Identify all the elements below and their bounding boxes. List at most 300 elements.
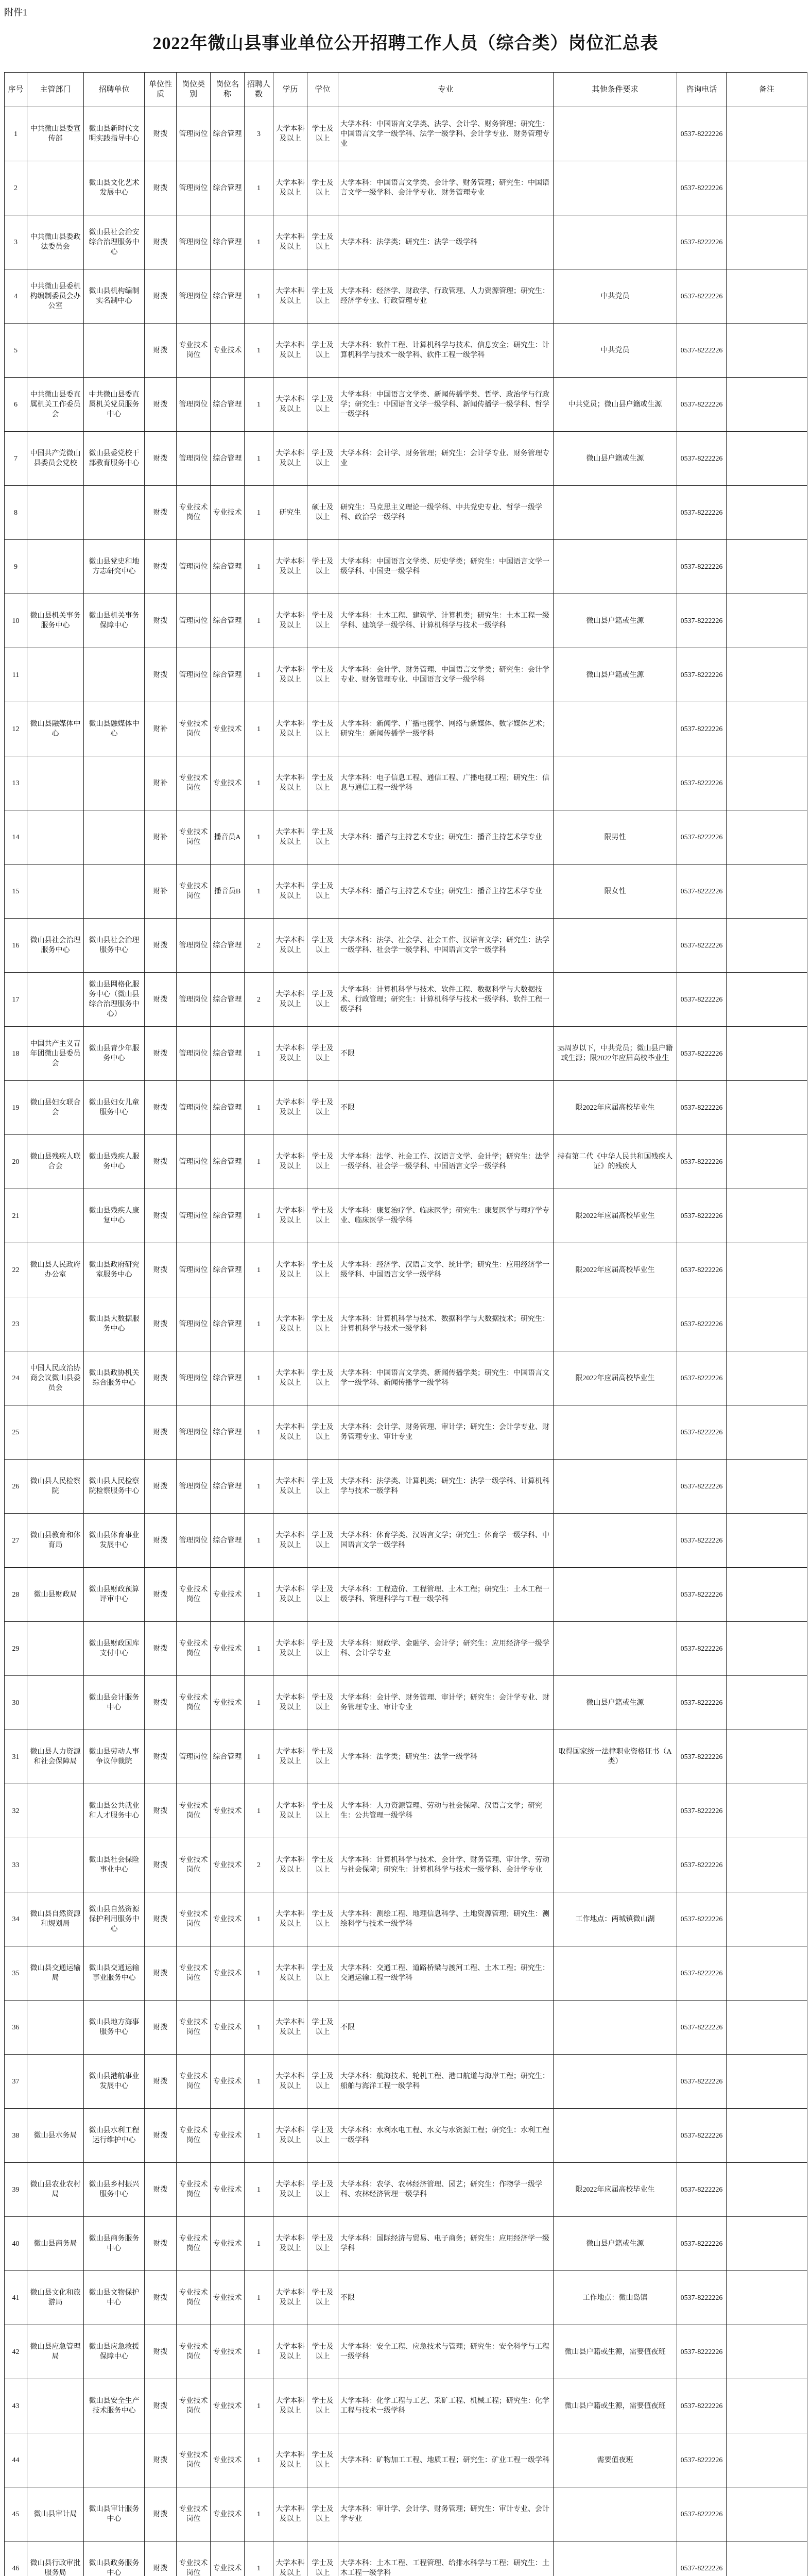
cell-post: 综合管理 bbox=[211, 1243, 245, 1297]
cell-dept bbox=[27, 810, 84, 865]
cell-nature: 财拨 bbox=[145, 2487, 177, 2541]
cell-degree: 学士及以上 bbox=[307, 1460, 338, 1514]
cell-education: 大学本科及以上 bbox=[273, 107, 307, 161]
cell-major: 大学本科：电子信息工程、通信工程、广播电视工程；研究生：信息与通信工程一级学科 bbox=[338, 756, 554, 810]
cell-nature: 财拨 bbox=[145, 973, 177, 1027]
cell-other: 需要值夜班 bbox=[554, 2433, 677, 2487]
cell-dept: 中共微山县委直属机关工作委员会 bbox=[27, 378, 84, 432]
cell-no: 39 bbox=[5, 2163, 27, 2217]
cell-nature: 财拨 bbox=[145, 2217, 177, 2271]
cell-education: 大学本科及以上 bbox=[273, 919, 307, 973]
table-row bbox=[5, 1027, 807, 1081]
cell-post: 专业技术 bbox=[211, 2487, 245, 2541]
table-row bbox=[5, 107, 807, 161]
cell-count: 1 bbox=[245, 756, 273, 810]
cell-category: 管理岗位 bbox=[177, 161, 211, 215]
table-row bbox=[5, 161, 807, 215]
cell-nature: 财拨 bbox=[145, 2433, 177, 2487]
cell-note bbox=[727, 161, 807, 215]
cell-major: 大学本科：财政学、金融学、会计学；研究生：应用经济学一级学科、会计学专业 bbox=[338, 1622, 554, 1676]
cell-degree: 学士及以上 bbox=[307, 1622, 338, 1676]
cell-education: 大学本科及以上 bbox=[273, 1838, 307, 1892]
cell-unit: 微山县党史和地方志研究中心 bbox=[84, 540, 145, 594]
table-body bbox=[5, 107, 807, 2576]
cell-education: 大学本科及以上 bbox=[273, 1784, 307, 1838]
cell-unit: 微山县公共就业和人才服务中心 bbox=[84, 1784, 145, 1838]
cell-post: 专业技术 bbox=[211, 324, 245, 378]
cell-phone: 0537-8222226 bbox=[677, 2271, 727, 2325]
cell-phone: 0537-8222226 bbox=[677, 973, 727, 1027]
cell-category: 管理岗位 bbox=[177, 1405, 211, 1460]
cell-dept bbox=[27, 1405, 84, 1460]
table-row bbox=[5, 702, 807, 756]
recruitment-table-container bbox=[4, 72, 807, 2576]
cell-no: 4 bbox=[5, 269, 27, 324]
cell-note bbox=[727, 1676, 807, 1730]
cell-other: 工作地点：两城镇微山湖 bbox=[554, 1892, 677, 1946]
cell-post: 专业技术 bbox=[211, 2163, 245, 2217]
col-header-other: 其他条件要求 bbox=[554, 73, 677, 107]
cell-major: 大学本科：计算机科学与技术、会计学、财务管理、审计学、劳动与社会保障；研究生：计算机科学与技术一级学科、会计学专业 bbox=[338, 1838, 554, 1892]
cell-count: 1 bbox=[245, 1946, 273, 2001]
cell-note bbox=[727, 1081, 807, 1135]
cell-nature: 财拨 bbox=[145, 2541, 177, 2576]
cell-degree: 学士及以上 bbox=[307, 2109, 338, 2163]
cell-major: 研究生：马克思主义理论一级学科、中共党史专业、哲学一级学科、政治学一级学科 bbox=[338, 486, 554, 540]
cell-unit: 微山县社会治理服务中心 bbox=[84, 919, 145, 973]
cell-unit bbox=[84, 2433, 145, 2487]
attachment-label: 附件1 bbox=[4, 7, 27, 18]
cell-post: 专业技术 bbox=[211, 1622, 245, 1676]
cell-phone: 0537-8222226 bbox=[677, 1135, 727, 1189]
cell-category: 专业技术岗位 bbox=[177, 2379, 211, 2433]
cell-other bbox=[554, 1622, 677, 1676]
cell-category: 专业技术岗位 bbox=[177, 810, 211, 865]
cell-education: 大学本科及以上 bbox=[273, 1730, 307, 1784]
cell-no: 37 bbox=[5, 2055, 27, 2109]
cell-no: 9 bbox=[5, 540, 27, 594]
cell-post: 专业技术 bbox=[211, 2217, 245, 2271]
cell-degree: 学士及以上 bbox=[307, 1189, 338, 1243]
cell-other: 微山县户籍或生源 bbox=[554, 2217, 677, 2271]
cell-degree: 学士及以上 bbox=[307, 269, 338, 324]
cell-major: 大学本科：人力资源管理、劳动与社会保障、汉语言文学；研究生：公共管理一级学科 bbox=[338, 1784, 554, 1838]
cell-phone: 0537-8222226 bbox=[677, 378, 727, 432]
cell-count: 1 bbox=[245, 2001, 273, 2055]
table-row bbox=[5, 810, 807, 865]
cell-education: 大学本科及以上 bbox=[273, 1892, 307, 1946]
cell-degree: 学士及以上 bbox=[307, 378, 338, 432]
cell-other: 限2022年应届高校毕业生 bbox=[554, 1189, 677, 1243]
cell-degree: 学士及以上 bbox=[307, 2163, 338, 2217]
cell-major: 大学本科：中国语言文学类、新闻传播学类；研究生：中国语言文学一级学科、新闻传播学一级学科 bbox=[338, 1351, 554, 1405]
cell-count: 1 bbox=[245, 1676, 273, 1730]
cell-count: 1 bbox=[245, 1405, 273, 1460]
cell-nature: 财拨 bbox=[145, 1460, 177, 1514]
table-row bbox=[5, 648, 807, 702]
cell-unit: 微山县委党校干部教育服务中心 bbox=[84, 432, 145, 486]
cell-other bbox=[554, 215, 677, 269]
cell-post: 综合管理 bbox=[211, 161, 245, 215]
table-row bbox=[5, 1514, 807, 1568]
cell-category: 管理岗位 bbox=[177, 215, 211, 269]
cell-post: 综合管理 bbox=[211, 919, 245, 973]
cell-phone: 0537-8222226 bbox=[677, 269, 727, 324]
cell-other: 限2022年应届高校毕业生 bbox=[554, 1081, 677, 1135]
cell-degree: 学士及以上 bbox=[307, 1892, 338, 1946]
cell-other: 微山县户籍或生源 bbox=[554, 594, 677, 648]
cell-unit: 微山县政府研究室服务中心 bbox=[84, 1243, 145, 1297]
cell-no: 1 bbox=[5, 107, 27, 161]
cell-post: 专业技术 bbox=[211, 2541, 245, 2576]
cell-unit: 微山县融媒体中心 bbox=[84, 702, 145, 756]
cell-post: 综合管理 bbox=[211, 973, 245, 1027]
cell-post: 综合管理 bbox=[211, 1027, 245, 1081]
cell-category: 专业技术岗位 bbox=[177, 865, 211, 919]
cell-degree: 学士及以上 bbox=[307, 973, 338, 1027]
cell-other bbox=[554, 540, 677, 594]
cell-education: 大学本科及以上 bbox=[273, 594, 307, 648]
cell-major: 大学本科：播音与主持艺术专业；研究生：播音主持艺术学专业 bbox=[338, 810, 554, 865]
cell-degree: 学士及以上 bbox=[307, 2379, 338, 2433]
cell-category: 专业技术岗位 bbox=[177, 2325, 211, 2379]
cell-other: 工作地点：微山岛镇 bbox=[554, 2271, 677, 2325]
cell-degree: 学士及以上 bbox=[307, 1081, 338, 1135]
cell-unit: 微山县新时代文明实践指导中心 bbox=[84, 107, 145, 161]
cell-major: 大学本科：体育学类、汉语言文学；研究生：体育学一级学科、中国语言文学一级学科 bbox=[338, 1514, 554, 1568]
cell-major: 大学本科：播音与主持艺术专业；研究生：播音主持艺术学专业 bbox=[338, 865, 554, 919]
cell-nature: 财拨 bbox=[145, 2001, 177, 2055]
cell-dept bbox=[27, 1189, 84, 1243]
cell-education: 大学本科及以上 bbox=[273, 2325, 307, 2379]
cell-no: 25 bbox=[5, 1405, 27, 1460]
cell-dept: 中国共产党微山县委员会党校 bbox=[27, 432, 84, 486]
cell-dept: 微山县残疾人联合会 bbox=[27, 1135, 84, 1189]
cell-category: 专业技术岗位 bbox=[177, 1838, 211, 1892]
cell-post: 专业技术 bbox=[211, 702, 245, 756]
cell-education: 大学本科及以上 bbox=[273, 702, 307, 756]
cell-category: 专业技术岗位 bbox=[177, 2433, 211, 2487]
cell-post: 专业技术 bbox=[211, 1838, 245, 1892]
cell-nature: 财拨 bbox=[145, 919, 177, 973]
table-row bbox=[5, 1460, 807, 1514]
cell-no: 24 bbox=[5, 1351, 27, 1405]
cell-other bbox=[554, 1838, 677, 1892]
cell-note bbox=[727, 107, 807, 161]
cell-count: 1 bbox=[245, 2541, 273, 2576]
cell-other: 取得国家统一法律职业资格证书（A类） bbox=[554, 1730, 677, 1784]
cell-category: 管理岗位 bbox=[177, 1730, 211, 1784]
cell-post: 专业技术 bbox=[211, 2325, 245, 2379]
cell-nature: 财拨 bbox=[145, 1405, 177, 1460]
table-row bbox=[5, 2217, 807, 2271]
cell-education: 大学本科及以上 bbox=[273, 756, 307, 810]
cell-category: 管理岗位 bbox=[177, 269, 211, 324]
cell-education: 大学本科及以上 bbox=[273, 2055, 307, 2109]
table-row bbox=[5, 1351, 807, 1405]
cell-note bbox=[727, 1297, 807, 1351]
cell-major: 大学本科：交通工程、道路桥梁与渡河工程、土木工程；研究生：交通运输工程一级学科 bbox=[338, 1946, 554, 2001]
cell-major: 大学本科：软件工程、计算机科学与技术、信息安全；研究生：计算机科学与技术一级学科、软件工程一级学科 bbox=[338, 324, 554, 378]
table-row bbox=[5, 324, 807, 378]
cell-other: 微山县户籍或生源，需要值夜班 bbox=[554, 2325, 677, 2379]
cell-phone: 0537-8222226 bbox=[677, 1081, 727, 1135]
cell-unit: 微山县社会治安综合治理服务中心 bbox=[84, 215, 145, 269]
cell-category: 管理岗位 bbox=[177, 1081, 211, 1135]
cell-degree: 学士及以上 bbox=[307, 594, 338, 648]
table-row bbox=[5, 2271, 807, 2325]
cell-count: 1 bbox=[245, 1784, 273, 1838]
cell-category: 管理岗位 bbox=[177, 1460, 211, 1514]
cell-nature: 财拨 bbox=[145, 1081, 177, 1135]
cell-nature: 财拨 bbox=[145, 2379, 177, 2433]
cell-count: 1 bbox=[245, 161, 273, 215]
col-header-no: 序号 bbox=[5, 73, 27, 107]
cell-phone: 0537-8222226 bbox=[677, 1514, 727, 1568]
cell-phone: 0537-8222226 bbox=[677, 2055, 727, 2109]
cell-nature: 财拨 bbox=[145, 1676, 177, 1730]
cell-unit: 微山县财政预算评审中心 bbox=[84, 1568, 145, 1622]
cell-note bbox=[727, 2163, 807, 2217]
cell-category: 专业技术岗位 bbox=[177, 1622, 211, 1676]
cell-degree: 学士及以上 bbox=[307, 1676, 338, 1730]
cell-education: 大学本科及以上 bbox=[273, 215, 307, 269]
cell-dept bbox=[27, 1622, 84, 1676]
cell-nature: 财拨 bbox=[145, 1297, 177, 1351]
cell-education: 研究生 bbox=[273, 486, 307, 540]
cell-no: 26 bbox=[5, 1460, 27, 1514]
cell-other bbox=[554, 1460, 677, 1514]
cell-post: 综合管理 bbox=[211, 215, 245, 269]
cell-unit: 微山县交通运输事业服务中心 bbox=[84, 1946, 145, 2001]
cell-other bbox=[554, 1784, 677, 1838]
cell-degree: 学士及以上 bbox=[307, 1351, 338, 1405]
cell-no: 21 bbox=[5, 1189, 27, 1243]
cell-other bbox=[554, 1405, 677, 1460]
cell-education: 大学本科及以上 bbox=[273, 1946, 307, 2001]
cell-category: 专业技术岗位 bbox=[177, 2217, 211, 2271]
cell-degree: 学士及以上 bbox=[307, 810, 338, 865]
cell-count: 1 bbox=[245, 1189, 273, 1243]
cell-category: 专业技术岗位 bbox=[177, 2271, 211, 2325]
cell-phone: 0537-8222226 bbox=[677, 1351, 727, 1405]
cell-unit bbox=[84, 486, 145, 540]
table-row bbox=[5, 756, 807, 810]
cell-unit: 微山县妇女儿童服务中心 bbox=[84, 1081, 145, 1135]
cell-major: 大学本科：安全工程、应急技术与管理；研究生：安全科学与工程一级学科 bbox=[338, 2325, 554, 2379]
cell-education: 大学本科及以上 bbox=[273, 2487, 307, 2541]
cell-major: 大学本科：矿物加工工程、地质工程；研究生：矿业工程一级学科 bbox=[338, 2433, 554, 2487]
cell-education: 大学本科及以上 bbox=[273, 1622, 307, 1676]
cell-count: 2 bbox=[245, 973, 273, 1027]
cell-education: 大学本科及以上 bbox=[273, 1351, 307, 1405]
table-row bbox=[5, 215, 807, 269]
col-header-phone: 咨询电话 bbox=[677, 73, 727, 107]
cell-unit: 微山县水利工程运行维护中心 bbox=[84, 2109, 145, 2163]
cell-post: 专业技术 bbox=[211, 2379, 245, 2433]
cell-dept bbox=[27, 1838, 84, 1892]
cell-category: 管理岗位 bbox=[177, 919, 211, 973]
cell-unit: 微山县地方海事服务中心 bbox=[84, 2001, 145, 2055]
cell-category: 专业技术岗位 bbox=[177, 324, 211, 378]
cell-phone: 0537-8222226 bbox=[677, 1622, 727, 1676]
cell-degree: 学士及以上 bbox=[307, 1784, 338, 1838]
cell-count: 1 bbox=[245, 2217, 273, 2271]
cell-major: 大学本科：会计学、财务管理；研究生：会计学专业、财务管理专业 bbox=[338, 432, 554, 486]
cell-category: 专业技术岗位 bbox=[177, 2001, 211, 2055]
cell-note bbox=[727, 1568, 807, 1622]
cell-note bbox=[727, 486, 807, 540]
cell-other: 限女性 bbox=[554, 865, 677, 919]
cell-note bbox=[727, 2325, 807, 2379]
cell-count: 1 bbox=[245, 594, 273, 648]
cell-post: 综合管理 bbox=[211, 1189, 245, 1243]
cell-note bbox=[727, 2379, 807, 2433]
cell-dept: 微山县行政审批服务局 bbox=[27, 2541, 84, 2576]
table-row bbox=[5, 1676, 807, 1730]
cell-nature: 财拨 bbox=[145, 486, 177, 540]
table-row bbox=[5, 378, 807, 432]
cell-nature: 财拨 bbox=[145, 269, 177, 324]
cell-dept: 微山县水务局 bbox=[27, 2109, 84, 2163]
cell-nature: 财拨 bbox=[145, 1892, 177, 1946]
cell-education: 大学本科及以上 bbox=[273, 810, 307, 865]
cell-other: 微山县户籍或生源，需要值夜班 bbox=[554, 2379, 677, 2433]
cell-count: 1 bbox=[245, 2379, 273, 2433]
cell-major: 不限 bbox=[338, 2001, 554, 2055]
cell-post: 专业技术 bbox=[211, 1946, 245, 2001]
cell-major: 大学本科：航海技术、轮机工程、港口航道与海岸工程；研究生：船舶与海洋工程一级学科 bbox=[338, 2055, 554, 2109]
cell-category: 管理岗位 bbox=[177, 1514, 211, 1568]
cell-other: 持有第二代《中华人民共和国残疾人证》的残疾人 bbox=[554, 1135, 677, 1189]
cell-major: 大学本科：水利水电工程、水文与水资源工程；研究生：水利工程一级学科 bbox=[338, 2109, 554, 2163]
cell-nature: 财拨 bbox=[145, 1135, 177, 1189]
table-row bbox=[5, 1946, 807, 2001]
col-header-degree: 学位 bbox=[307, 73, 338, 107]
cell-no: 8 bbox=[5, 486, 27, 540]
cell-unit: 微山县劳动人事争议仲裁院 bbox=[84, 1730, 145, 1784]
cell-dept: 微山县审计局 bbox=[27, 2487, 84, 2541]
table-row bbox=[5, 1135, 807, 1189]
cell-note bbox=[727, 1730, 807, 1784]
cell-no: 43 bbox=[5, 2379, 27, 2433]
cell-category: 专业技术岗位 bbox=[177, 702, 211, 756]
cell-major: 大学本科：法学、社会工作、汉语言文学、会计学；研究生：法学一级学科、社会学一级学科、中国语言文学一级学科 bbox=[338, 1135, 554, 1189]
cell-education: 大学本科及以上 bbox=[273, 2271, 307, 2325]
cell-unit: 微山县体育事业发展中心 bbox=[84, 1514, 145, 1568]
cell-phone: 0537-8222226 bbox=[677, 810, 727, 865]
recruitment-table bbox=[4, 72, 807, 2576]
cell-count: 1 bbox=[245, 702, 273, 756]
cell-post: 综合管理 bbox=[211, 1351, 245, 1405]
cell-education: 大学本科及以上 bbox=[273, 1676, 307, 1730]
cell-post: 专业技术 bbox=[211, 1784, 245, 1838]
cell-note bbox=[727, 1460, 807, 1514]
cell-other bbox=[554, 161, 677, 215]
cell-category: 管理岗位 bbox=[177, 1297, 211, 1351]
cell-no: 7 bbox=[5, 432, 27, 486]
cell-dept: 微山县社会治理服务中心 bbox=[27, 919, 84, 973]
cell-count: 2 bbox=[245, 919, 273, 973]
cell-count: 1 bbox=[245, 2163, 273, 2217]
cell-note bbox=[727, 2217, 807, 2271]
cell-category: 管理岗位 bbox=[177, 648, 211, 702]
cell-major: 大学本科：工程造价、工程管理、土木工程；研究生：土木工程一级学科、管理科学与工程一级学科 bbox=[338, 1568, 554, 1622]
cell-nature: 财拨 bbox=[145, 2055, 177, 2109]
cell-count: 1 bbox=[245, 810, 273, 865]
cell-post: 专业技术 bbox=[211, 1892, 245, 1946]
cell-note bbox=[727, 1135, 807, 1189]
cell-no: 33 bbox=[5, 1838, 27, 1892]
cell-no: 41 bbox=[5, 2271, 27, 2325]
cell-education: 大学本科及以上 bbox=[273, 2217, 307, 2271]
cell-phone: 0537-8222226 bbox=[677, 540, 727, 594]
cell-unit bbox=[84, 865, 145, 919]
cell-other: 限2022年应届高校毕业生 bbox=[554, 1243, 677, 1297]
cell-no: 35 bbox=[5, 1946, 27, 2001]
cell-dept bbox=[27, 2433, 84, 2487]
cell-major: 不限 bbox=[338, 2271, 554, 2325]
cell-count: 1 bbox=[245, 2325, 273, 2379]
cell-no: 2 bbox=[5, 161, 27, 215]
cell-no: 44 bbox=[5, 2433, 27, 2487]
cell-degree: 学士及以上 bbox=[307, 1243, 338, 1297]
cell-dept: 微山县人民检察院 bbox=[27, 1460, 84, 1514]
cell-post: 播音员A bbox=[211, 810, 245, 865]
cell-phone: 0537-8222226 bbox=[677, 919, 727, 973]
cell-dept bbox=[27, 973, 84, 1027]
cell-no: 28 bbox=[5, 1568, 27, 1622]
cell-education: 大学本科及以上 bbox=[273, 865, 307, 919]
cell-dept: 微山县交通运输局 bbox=[27, 1946, 84, 2001]
cell-degree: 学士及以上 bbox=[307, 702, 338, 756]
cell-no: 30 bbox=[5, 1676, 27, 1730]
cell-major: 大学本科：测绘工程、地理信息科学、土地资源管理；研究生：测绘科学与技术一级学科 bbox=[338, 1892, 554, 1946]
cell-major: 大学本科：土木工程、工程管理、给排水科学与工程；研究生：土木工程一级学科 bbox=[338, 2541, 554, 2576]
cell-no: 5 bbox=[5, 324, 27, 378]
cell-dept: 微山县人民政府办公室 bbox=[27, 1243, 84, 1297]
cell-note bbox=[727, 269, 807, 324]
cell-phone: 0537-8222226 bbox=[677, 432, 727, 486]
cell-major: 不限 bbox=[338, 1027, 554, 1081]
cell-major: 大学本科：会计学、财务管理、审计学；研究生：会计学专业、财务管理专业、审计专业 bbox=[338, 1405, 554, 1460]
cell-phone: 0537-8222226 bbox=[677, 1568, 727, 1622]
cell-degree: 学士及以上 bbox=[307, 1514, 338, 1568]
cell-count: 1 bbox=[245, 2271, 273, 2325]
cell-major: 大学本科：中国语言文学类、新闻传播学类、哲学、政治学与行政学；研究生：中国语言文学一级学科、新闻传播学一级学科、哲学一级学科 bbox=[338, 378, 554, 432]
cell-phone: 0537-8222226 bbox=[677, 1027, 727, 1081]
cell-count: 1 bbox=[245, 648, 273, 702]
cell-unit bbox=[84, 756, 145, 810]
cell-phone: 0537-8222226 bbox=[677, 324, 727, 378]
cell-no: 46 bbox=[5, 2541, 27, 2576]
cell-note bbox=[727, 2055, 807, 2109]
cell-other bbox=[554, 702, 677, 756]
cell-other: 中共党员 bbox=[554, 269, 677, 324]
cell-dept: 中共微山县委机构编制委员会办公室 bbox=[27, 269, 84, 324]
cell-nature: 财拨 bbox=[145, 1189, 177, 1243]
cell-count: 1 bbox=[245, 215, 273, 269]
cell-phone: 0537-8222226 bbox=[677, 486, 727, 540]
cell-post: 综合管理 bbox=[211, 540, 245, 594]
cell-post: 综合管理 bbox=[211, 378, 245, 432]
cell-no: 6 bbox=[5, 378, 27, 432]
cell-note bbox=[727, 1243, 807, 1297]
cell-category: 专业技术岗位 bbox=[177, 2055, 211, 2109]
cell-unit bbox=[84, 648, 145, 702]
cell-other: 中共党员；微山县户籍或生源 bbox=[554, 378, 677, 432]
cell-count: 1 bbox=[245, 486, 273, 540]
